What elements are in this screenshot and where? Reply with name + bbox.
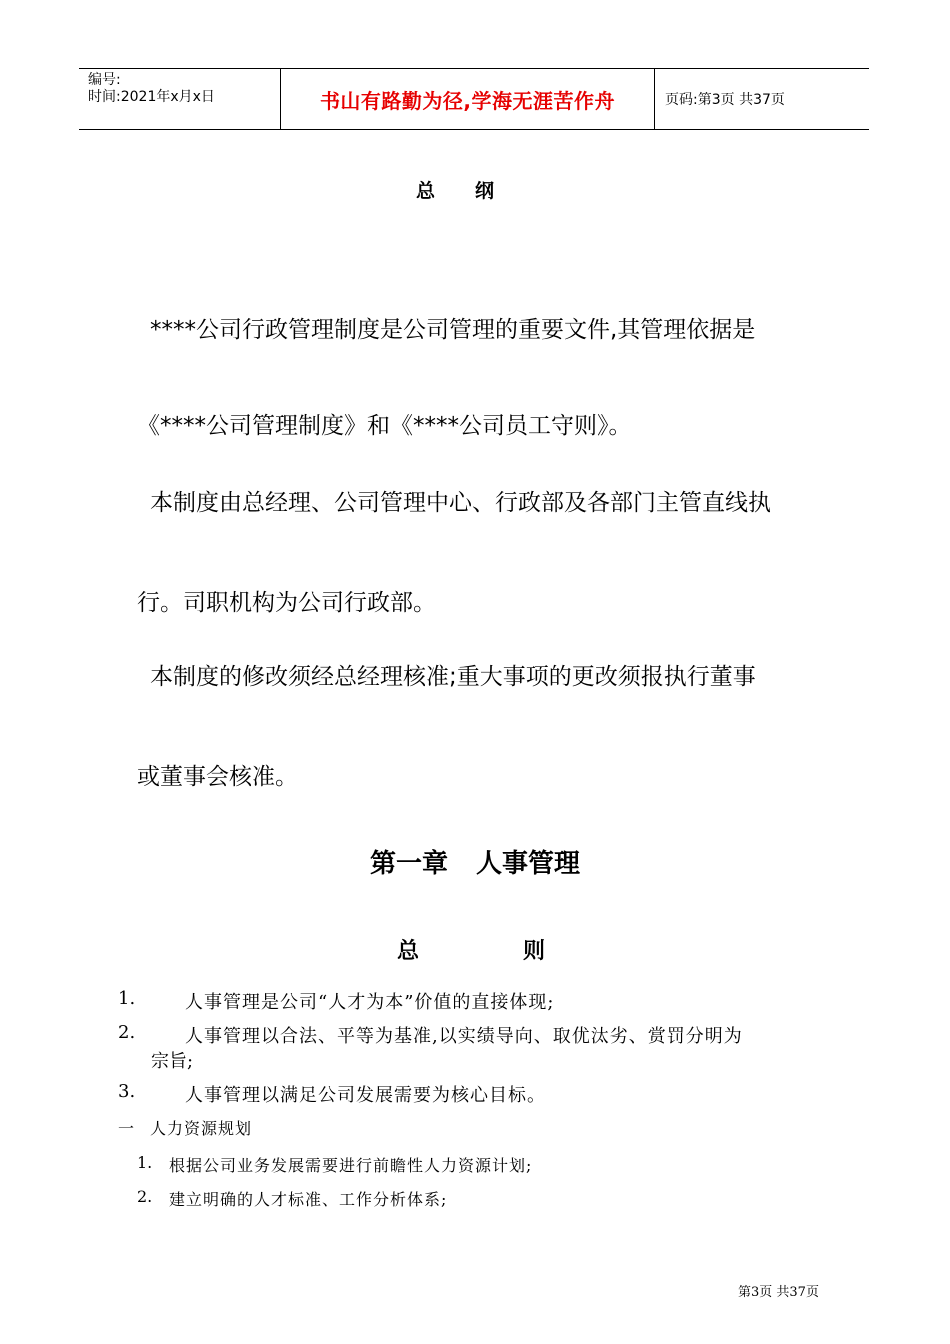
section-title-char-1: 总 xyxy=(397,938,420,964)
principle-number: 3. xyxy=(118,1081,136,1102)
section-title xyxy=(397,934,546,965)
header-motto xyxy=(281,69,655,129)
paragraph-1-line-1: ****公司行政管理制度是公司管理的重要文件,其管理依据是 xyxy=(150,317,756,343)
sub-item-text: 建立明确的人才标准、工作分析体系; xyxy=(169,1190,448,1209)
section-title-char-2: 则 xyxy=(523,938,546,964)
subsection-title: 人力资源规划 xyxy=(150,1119,253,1138)
principle-number: 1. xyxy=(118,988,136,1009)
paragraph-3-line-1: 本制度的修改须经总经理核准;重大事项的更改须报执行董事 xyxy=(150,664,756,690)
page-header xyxy=(79,68,869,130)
chapter-name: 人事管理 xyxy=(476,849,581,879)
general-outline-title: 总纲 xyxy=(415,180,534,202)
chapter-number: 第一章 xyxy=(369,849,448,879)
header-meta xyxy=(79,69,281,129)
chapter-heading xyxy=(0,843,950,880)
time-label: 时间:2021年x月x日 xyxy=(88,89,215,105)
paragraph-1-line-2: 《****公司管理制度》和《****公司员工守则》。 xyxy=(137,413,632,439)
motto-text: 书山有路勤为径,学海无涯苦作舟 xyxy=(319,88,616,113)
sub-item-number: 2. xyxy=(137,1187,153,1206)
principle-continuation xyxy=(151,1047,193,1073)
paragraph-2-line-1: 本制度由总经理、公司管理中心、行政部及各部门主管直线执 xyxy=(150,490,771,516)
header-page-info xyxy=(655,69,869,129)
sub-item-text: 根据公司业务发展需要进行前瞻性人力资源计划; xyxy=(169,1156,533,1175)
sub-item-number: 1. xyxy=(137,1153,153,1172)
principle-text-continued: 宗旨; xyxy=(151,1051,194,1072)
number-label: 编号: xyxy=(88,72,121,88)
principle-text: 人事管理是公司“人才为本”价值的直接体现; xyxy=(185,992,555,1013)
paragraph-3-line-2: 或董事会核准。 xyxy=(137,764,298,790)
principle-number: 2. xyxy=(118,1022,136,1043)
page-label: 页码:第3页 共37页 xyxy=(665,92,785,108)
paragraph-2-line-2: 行。司职机构为公司行政部。 xyxy=(137,590,436,616)
principle-text: 人事管理以满足公司发展需要为核心目标。 xyxy=(185,1085,546,1106)
subsection-number: 一 xyxy=(118,1119,135,1138)
page-footer: 第3页 共37页 xyxy=(738,1285,819,1300)
principle-text: 人事管理以合法、平等为基准,以实绩导向、取优汰劣、赏罚分明为 xyxy=(185,1026,743,1047)
